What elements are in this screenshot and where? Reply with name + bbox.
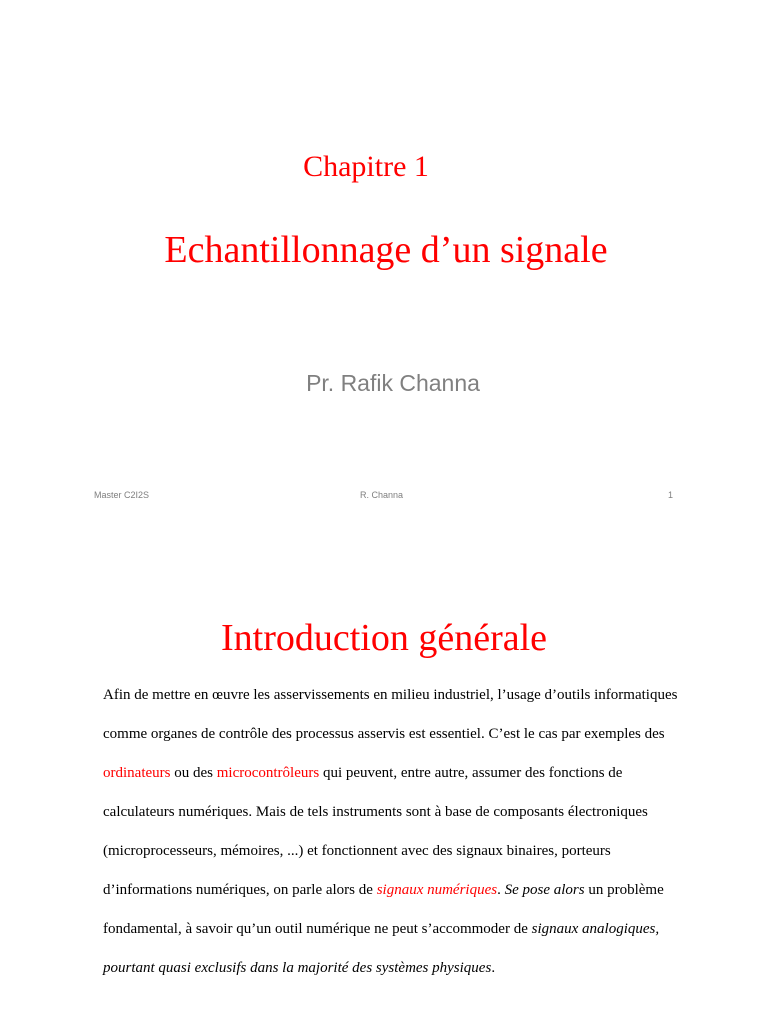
- introduction-paragraph: [103, 676, 683, 988]
- para-text-4: .: [497, 882, 505, 898]
- term-signaux-numeriques: signaux numériques: [376, 882, 498, 898]
- para-text-6: .: [491, 960, 496, 976]
- phrase-signaux-analogiques: signaux analogiques, pourtant quasi exclusifs dans la majorité des systèmes physiques: [103, 921, 660, 976]
- footer-course: Master C2I2S: [94, 490, 150, 500]
- term-ordinateurs: ordinateurs: [103, 765, 171, 781]
- para-text-1: Afin de mettre en œuvre les asservissements en milieu industriel, l’usage d’outils informatiques comme organes de contrôle des processus asservis est essentiel. C’est le cas par exemples des: [103, 687, 678, 742]
- slide-title-heading: Echantillonnage d’un signale: [164, 229, 608, 271]
- author-name: Pr. Rafik Channa: [306, 370, 480, 396]
- footer-author: R. Channa: [360, 490, 404, 500]
- para-text-3: qui peuvent, entre autre, assumer des fonctions de calculateurs numériques. Mais de tels instruments sont à base de composants électroniques (microprocesseurs, mémoires, ...) et fonctionnent avec des signaux binaires, porteurs d’informations numériques, on parle alors de: [103, 765, 648, 898]
- para-text-5: un problème fondamental, à savoir qu’un outil numérique ne peut s’accommoder de: [103, 882, 664, 937]
- chapter-label: Chapitre 1: [303, 150, 429, 183]
- slide-introduction: [0, 560, 768, 1024]
- term-microcontroleurs: microcontrôleurs: [216, 765, 320, 781]
- para-text-2: ou des: [170, 765, 217, 781]
- introduction-heading: Introduction générale: [220, 617, 548, 659]
- phrase-se-pose-alors: Se pose alors: [504, 882, 585, 898]
- footer-page-number: 1: [668, 490, 674, 500]
